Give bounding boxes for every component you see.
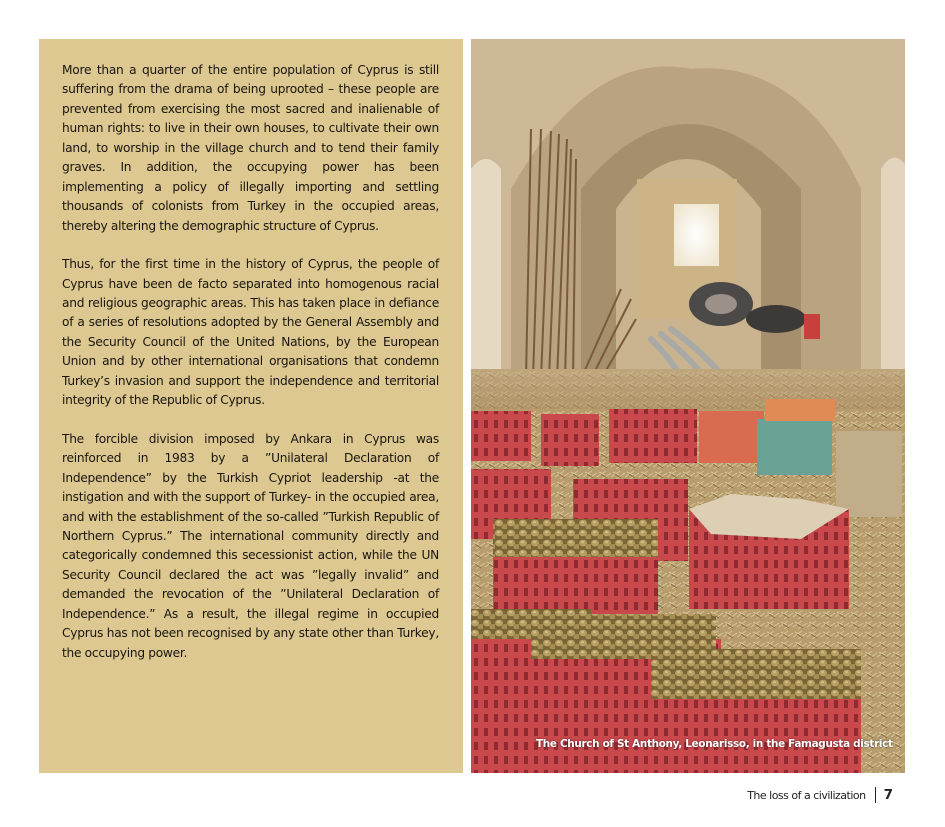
paragraph-uprooted: More than a quarter of the entire population of Cyprus is still suffering from the drama of being uprooted – these people are prevented from exercising the most sacred and inalienable of human rights: to live in their own houses, to cultivate their own land, to worship in the village church and to tend their family graves. In addition, the occupying power has been implementing a policy of illegally importing and settling thousands of colonists from Turkey in the occupied areas, thereby altering the demographic structure of Cyprus. (62, 63, 439, 233)
photo-caption: The Church of St Anthony, Leonarisso, in the Famagusta district (536, 738, 893, 750)
church-photo (471, 39, 905, 773)
paragraph-declaration: The forcible division imposed by Ankara in Cyprus was reinforced in 1983 by a ”Unilateral Declaration of Independence” by the Turkish Cypriot leadership -at the instigation and with the support of Turkey- in the occupied area, and with the establishment of the so-called ”Turkish Republic of Northern Cyprus.” The international community directly and categorically condemned this secessionist action, while the UN Security Council declared the act was ”legally invalid” and demanded the revocation of the ”Unilateral Declaration of Independence.” As a result, the illegal regime in occupied Cyprus has not been recognised by any state other than Turkey, the occupying power. (62, 431, 439, 660)
page-number: 7 (883, 787, 893, 803)
page-footer (747, 787, 893, 803)
church-photo-illustration (471, 39, 905, 773)
chapter-title: The loss of a civilization (747, 788, 866, 802)
text-panel (39, 39, 463, 773)
paragraph-separation: Thus, for the first time in the history of Cyprus, the people of Cyprus have been de facto separated into homogenous racial and religious geographic areas. This has taken place in defiance of a series of resolutions adopted by the General Assembly and the Security Council of the United Nations, by the European Union and by other international organisations that condemn Turkey’s invasion and support the independence and territorial integrity of the Republic of Cyprus. (62, 257, 439, 408)
footer-divider (875, 787, 876, 803)
